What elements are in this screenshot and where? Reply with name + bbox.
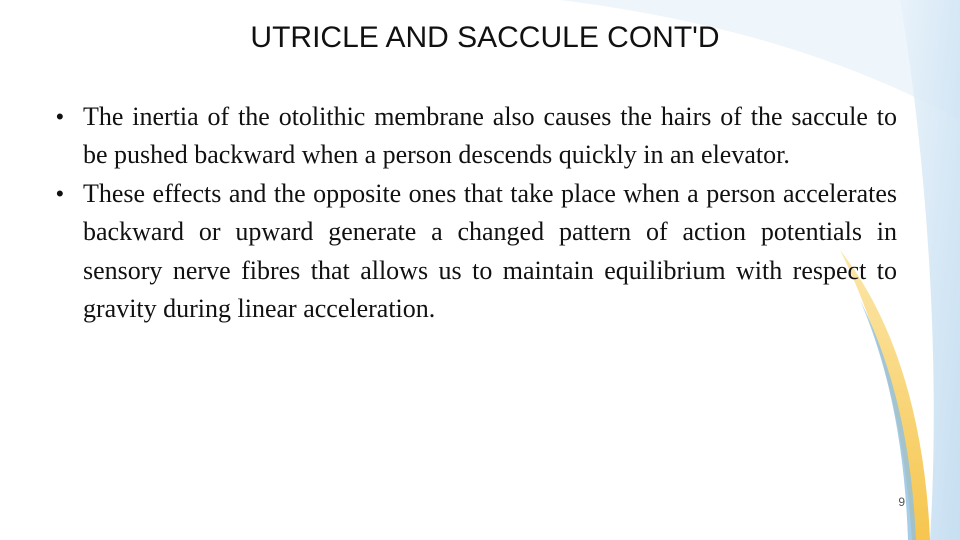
- slide-title: UTRICLE AND SACCULE CONT'D: [250, 21, 720, 54]
- slide-number: 9: [898, 495, 905, 509]
- bullet-icon: •: [56, 180, 64, 206]
- bullet-item: [50, 98, 897, 175]
- bullet-item: [50, 175, 897, 329]
- bullet-text: These effects and the opposite ones that take place when a person accelerates backward or upward generate a changed pattern of action potentials in sensory nerve fibres that allows us to maintain equilibrium with respect to gravity during linear acceleration.: [83, 178, 897, 324]
- bullet-icon: •: [56, 104, 64, 129]
- bullet-list: [50, 98, 897, 328]
- bullet-text: The inertia of the otolithic membrane also causes the hairs of the saccule to be pushed backward when a person descends quickly in an elevator.: [83, 102, 897, 170]
